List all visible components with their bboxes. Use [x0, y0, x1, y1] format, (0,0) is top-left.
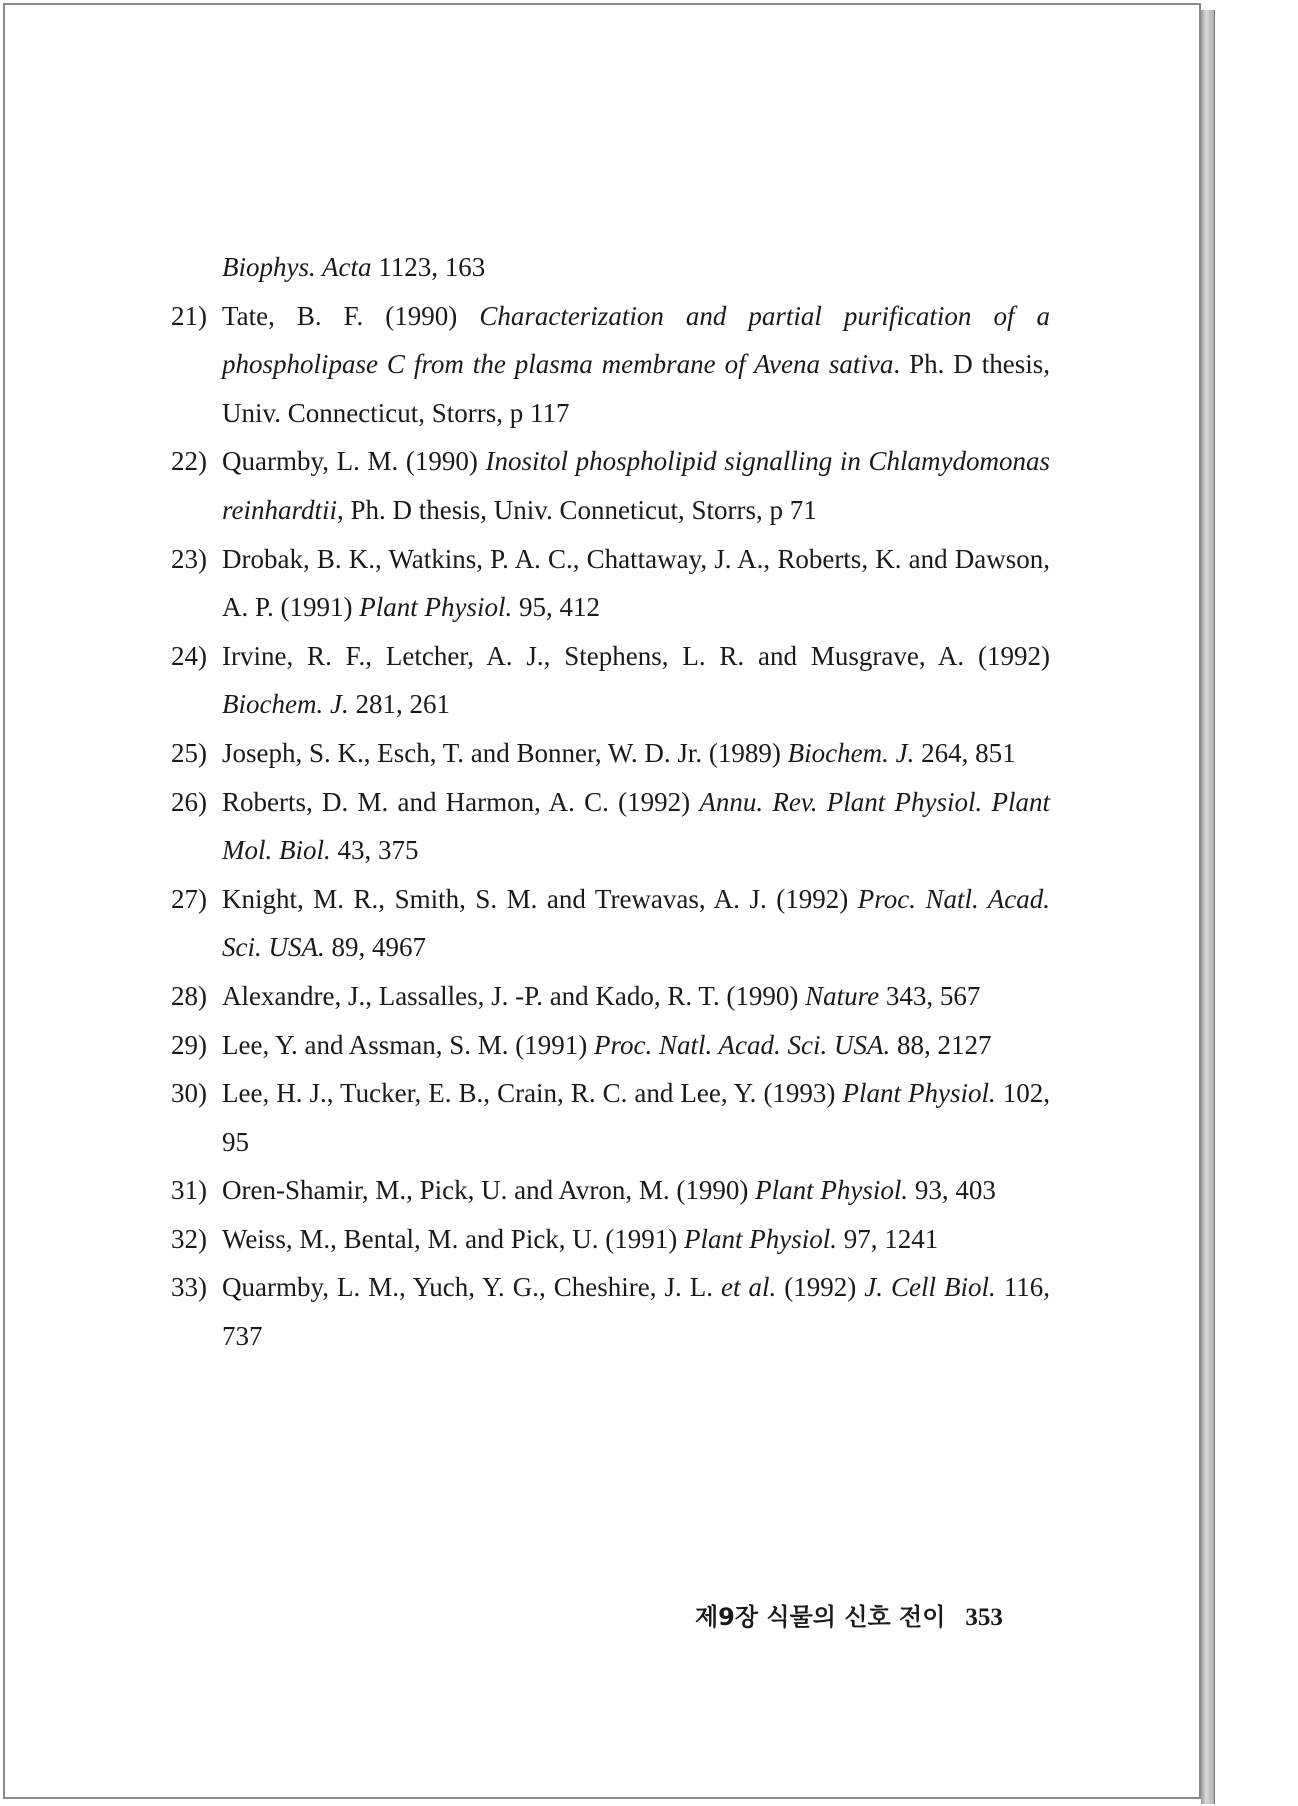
reference-29: 29) Lee, Y. and Assman, S. M. (1991) Proc. Natl. Acad. Sci. USA. 88, 2127: [165, 1021, 1050, 1070]
reference-number: 22): [171, 446, 207, 477]
reference-25: 25) Joseph, S. K., Esch, T. and Bonner, W. D. Jr. (1989) Biochem. J. 264, 851: [165, 729, 1050, 778]
reference-number: 30): [171, 1078, 207, 1109]
reference-number: 31): [171, 1175, 207, 1206]
reference-23: 23) Drobak, B. K., Watkins, P. A. C., Chattaway, J. A., Roberts, K. and Dawson, A. P. (1991) Plant Physiol. 95, 412: [165, 535, 1050, 632]
reference-continuation: Biophys. Acta 1123, 163: [222, 252, 486, 282]
reference-32: 32) Weiss, M., Bental, M. and Pick, U. (1991) Plant Physiol. 97, 1241: [165, 1215, 1050, 1264]
reference-30: 30) Lee, H. J., Tucker, E. B., Crain, R. C. and Lee, Y. (1993) Plant Physiol. 102, 95: [165, 1069, 1050, 1166]
reference-number: 32): [171, 1223, 207, 1254]
reference-22: 22) Quarmby, L. M. (1990) Inositol phospholipid signalling in Chlamydomonas reinhardtii, Ph. D thesis, Univ. Conneticut, Storrs, p 71: [165, 437, 1050, 534]
reference-31: 31) Oren-Shamir, M., Pick, U. and Avron, M. (1990) Plant Physiol. 93, 403: [165, 1166, 1050, 1215]
reference-26: 26) Roberts, D. M. and Harmon, A. C. (1992) Annu. Rev. Plant Physiol. Plant Mol. Biol. 43, 375: [165, 778, 1050, 875]
reference-number: 23): [171, 543, 207, 574]
reference-number: 33): [171, 1272, 207, 1303]
reference-number: 27): [171, 883, 207, 914]
chapter-title: 제9장 식물의 신호 전이: [695, 1603, 946, 1631]
page-footer: [695, 1601, 1025, 1634]
reference-number: 29): [171, 1029, 207, 1060]
reference-number: 24): [171, 640, 207, 671]
reference-33: 33) Quarmby, L. M., Yuch, Y. G., Cheshire, J. L. et al. (1992) J. Cell Biol. 116, 737: [165, 1263, 1050, 1360]
reference-number: 28): [171, 980, 207, 1011]
reference-28: 28) Alexandre, J., Lassalles, J. -P. and Kado, R. T. (1990) Nature 343, 567: [165, 972, 1050, 1021]
reference-24: 24) Irvine, R. F., Letcher, A. J., Stephens, L. R. and Musgrave, A. (1992) Biochem. J. 281, 261: [165, 632, 1050, 729]
document-page: [3, 3, 1201, 1799]
reference-number: 21): [171, 300, 207, 331]
reference-number: 26): [171, 786, 207, 817]
reference-21: 21) Tate, B. F. (1990) Characterization and partial purification of a phospholipase C from the plasma membrane of Avena sativa. Ph. D thesis, Univ. Connecticut, Storrs, p 117: [165, 292, 1050, 438]
reference-number: 25): [171, 737, 207, 768]
reference-27: 27) Knight, M. R., Smith, S. M. and Trewavas, A. J. (1992) Proc. Natl. Acad. Sci. USA. 89, 4967: [165, 875, 1050, 972]
reference-list: [165, 243, 1050, 1361]
page-edge-shadow: [1201, 10, 1215, 1804]
page-number: 353: [965, 1604, 1003, 1631]
